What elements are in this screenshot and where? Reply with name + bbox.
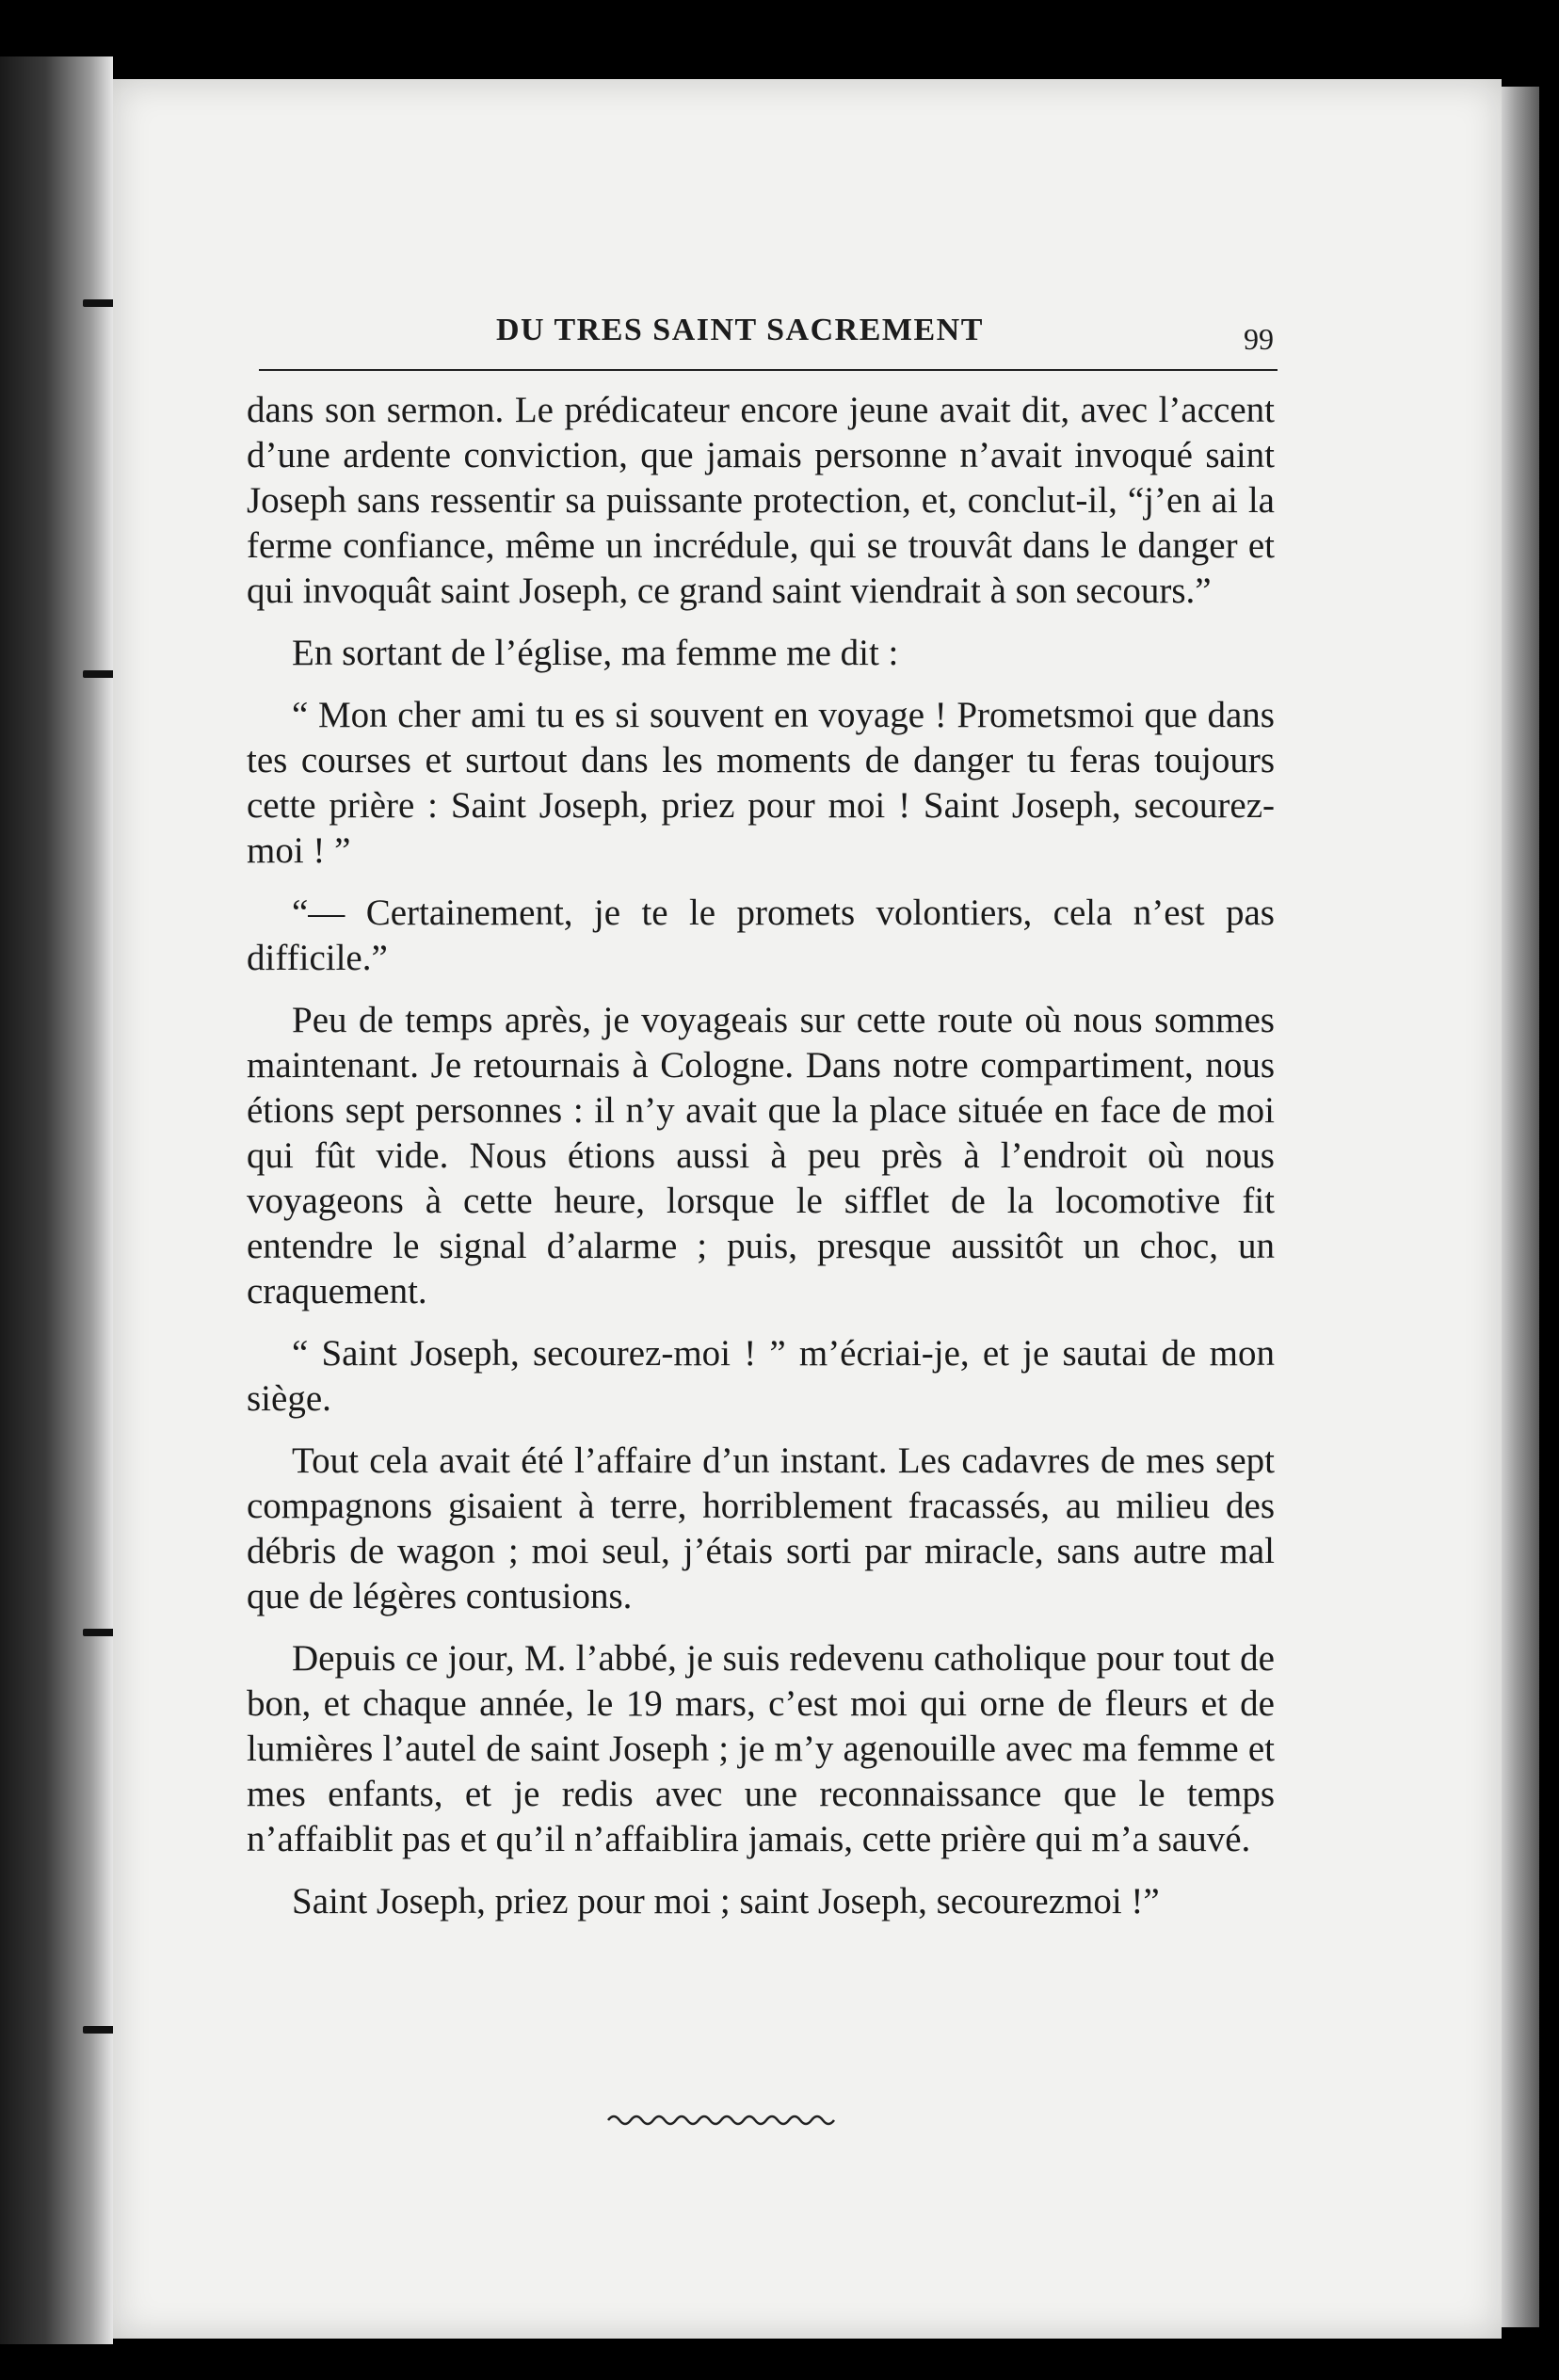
facing-page-edge [0,56,113,2344]
paragraph: Saint Joseph, priez pour moi ; saint Joseph, secourezmoi !” [292,1881,1160,1922]
page-number: 99 [1244,322,1274,356]
paragraph: Tout cela avait été l’affaire d’un instant. Les cadavres de mes sept compagnons gisaient à terre, horriblement fracassés, au milieu des débris de wagon ; moi seul, j’étais sorti par miracle, sans autre mal que de légères contusions. [247,1440,1275,1616]
paragraph: Peu de temps après, je voyageais sur cette route où nous sommes maintenant. Je retournais à Cologne. Dans notre compartiment, nous étions sept personnes : il n’y avait que la place située en face de moi qui fût vide. Nous étions aussi à peu près à l’endroit où nous voyageons à cette heure, lorsque le sifflet de la locomotive fit entendre le signal d’alarme ; puis, presque aussitôt un choc, un craquement. [247,1000,1275,1311]
paragraph: “ Mon cher ami tu es si souvent en voyage ! Prometsmoi que dans tes courses et surtout dans les moments de danger tu feras toujours cette prière : Saint Joseph, priez pour moi ! Saint Joseph, secourez-moi ! ” [247,695,1275,871]
page-header [259,303,1278,371]
end-ornament [606,2111,842,2130]
running-title: DU TRES SAINT SACREMENT [496,313,984,347]
paragraph: En sortant de l’église, ma femme me dit : [292,633,899,673]
body-text [247,388,1275,1941]
paragraph: Depuis ce jour, M. l’abbé, je suis redevenu catholique pour tout de bon, et chaque année, le 19 mars, c’est moi qui orne de fleurs et de lumières l’autel de saint Joseph ; je m’y agenouille avec ma femme et mes enfants, et je redis avec une reconnaissance que le temps n’affaiblit pas et qu’il n’affaiblira jamais, cette prière qui m’a sauvé. [247,1638,1275,1859]
page-fore-edge [1502,87,1539,2327]
paragraph: “ Saint Joseph, secourez-moi ! ” m’écriai-je, et je sautai de mon siège. [247,1333,1275,1419]
paragraph: dans son sermon. Le prédicateur encore jeune avait dit, avec l’accent d’une ardente conviction, que jamais personne n’avait invoqué saint Joseph sans ressentir sa puissante protection, et, conclut-il, “j’en ai la ferme confiance, même un incrédule, qui se trouvât dans le danger et qui invoquât saint Joseph, ce grand saint viendrait à son secours.” [247,390,1275,611]
paragraph: “— Certainement, je te le promets volontiers, cela n’est pas difficile.” [247,892,1275,978]
